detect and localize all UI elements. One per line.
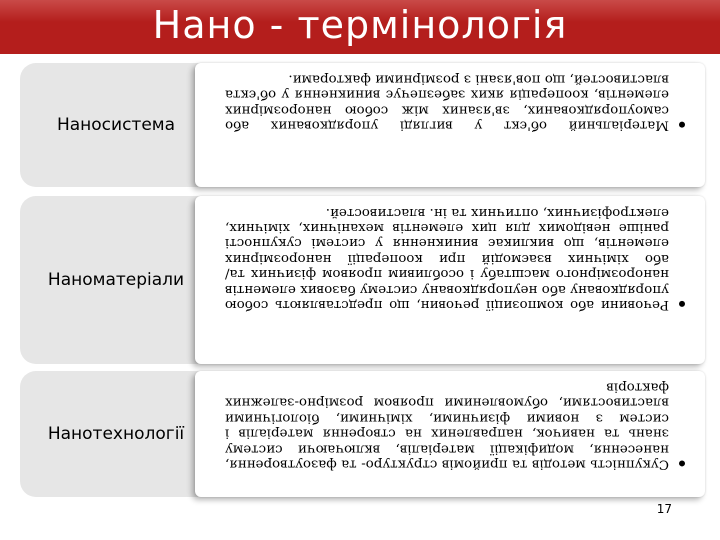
definition-box: [195, 371, 705, 497]
term-label: Наносистема: [56, 115, 176, 135]
definition-bullet: [225, 204, 685, 312]
slide-title: Нано - термінологія: [152, 3, 568, 47]
definition-content: [225, 71, 685, 133]
bullet-icon: [679, 301, 685, 307]
bullet-icon: [679, 460, 685, 466]
bullet-icon: [679, 122, 685, 128]
term-label: Наноматеріали: [47, 270, 185, 290]
definition-text: Сукупність методів та прийомів структуро- та фазоутворення, нанесення, модифікації матеріалів, включаючи систему знань та навичок, направлених на створення матеріалів і систем з новими фізичними, хімічними, біологічними властивостями, обумовленими проявом розмірно-залежних факторів: [225, 379, 669, 472]
term-row-nanotechnologies: [20, 371, 700, 497]
title-bar: [0, 0, 720, 54]
definition-bullet: [225, 379, 685, 471]
definition-text: Речовини або композиції речовин, що представляють собою упорядковану або неупорядковану систему базових елементів нанорозмірного масштабу і особливим проявом фізичних та/або хімічних взаємодій при кооперації нанорозмірних елементів, що викликає виникнення у системі сукупності раніше невідомих для цих елементів механічних, хімічних, електрофізичних, оптичних та ін. властивостей.: [225, 204, 669, 312]
definition-box: [195, 196, 705, 364]
term-row-nanomaterials: [20, 196, 700, 364]
term-row-nanosystem: [20, 63, 700, 187]
page-number: 17: [656, 502, 672, 516]
term-label: Нанотехнології: [47, 424, 185, 444]
definition-box: [195, 63, 705, 187]
definition-text: Матеріальний об'єкт у вигляді упорядкованих або самоупорядкованих, зв'язаних між собою нанорозмірних елементів, кооперація яких забезпечує виникнення у об'єкта властивостей, що пов'язані з розмірними факторами.: [225, 71, 669, 133]
definition-content: [225, 379, 685, 471]
definition-bullet: [225, 71, 685, 133]
definition-content: [225, 204, 685, 312]
